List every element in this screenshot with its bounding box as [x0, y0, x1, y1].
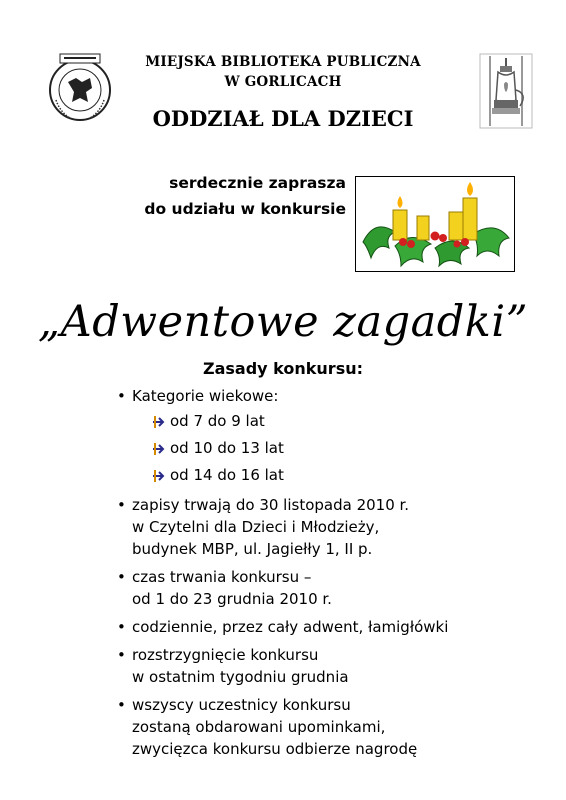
age-categories-label: Kategorie wiekowe: — [132, 387, 279, 405]
rule-line: czas trwania konkursu – — [132, 568, 312, 586]
age-category-text: od 10 do 13 lat — [170, 439, 284, 457]
rule-line: zwycięzca konkursu odbierze nagrodę — [132, 740, 418, 758]
arrow-bullet-icon — [152, 469, 166, 483]
rule-line: rozstrzygnięcie konkursu — [132, 646, 319, 664]
contest-title: „Adwentowe zagadki” — [37, 297, 529, 347]
bullet-dot: • — [117, 568, 126, 586]
invitation-text — [100, 170, 346, 222]
library-line-1: MIEJSKA BIBLIOTEKA PUBLICZNA — [145, 54, 421, 70]
arrow-bullet-icon — [152, 442, 166, 456]
rule-line: wszyscy uczestnicy konkursu — [132, 696, 351, 714]
rules-list — [115, 385, 545, 766]
bullet-dot: • — [117, 646, 126, 664]
bullet-dot: • — [117, 618, 126, 636]
rule-line: zapisy trwają do 30 listopada 2010 r. — [132, 496, 410, 514]
rule-daily — [115, 616, 545, 638]
city-seal-logo — [46, 48, 114, 132]
bullet-dot: • — [117, 387, 126, 405]
rule-resolution — [115, 644, 545, 688]
age-category-item — [132, 436, 545, 461]
bullet-dot: • — [117, 696, 126, 714]
invitation-line-1: serdecznie zaprasza — [169, 174, 346, 192]
library-name — [110, 52, 456, 92]
age-category-item — [132, 463, 545, 488]
rule-line: od 1 do 23 grudnia 2010 r. — [132, 590, 332, 608]
rule-line: zostaną obdarowani upominkami, — [132, 718, 386, 736]
rule-duration — [115, 566, 545, 610]
rule-registration — [115, 494, 545, 560]
rules-heading: Zasady konkursu: — [203, 359, 363, 378]
rule-line: w Czytelni dla Dzieci i Młodzieży, — [132, 518, 380, 536]
rule-age-categories — [115, 385, 545, 488]
department-title: ODDZIAŁ DLA DZIECI — [152, 106, 414, 131]
advent-candles-icon — [355, 176, 515, 276]
rule-line: budynek MBP, ul. Jagiełły 1, II p. — [132, 540, 373, 558]
age-category-text: od 14 do 16 lat — [170, 466, 284, 484]
rule-line: w ostatnim tygodniu grudnia — [132, 668, 349, 686]
lamp-logo — [478, 50, 534, 136]
bullet-dot: • — [117, 496, 126, 514]
rule-line: codziennie, przez cały adwent, łamigłówki — [132, 618, 449, 636]
age-category-item — [132, 409, 545, 434]
library-line-2: W GORLICACH — [224, 74, 342, 90]
age-category-text: od 7 do 9 lat — [170, 412, 265, 430]
rule-prizes — [115, 694, 545, 760]
invitation-line-2: do udziału w konkursie — [144, 200, 346, 218]
arrow-bullet-icon — [152, 415, 166, 429]
